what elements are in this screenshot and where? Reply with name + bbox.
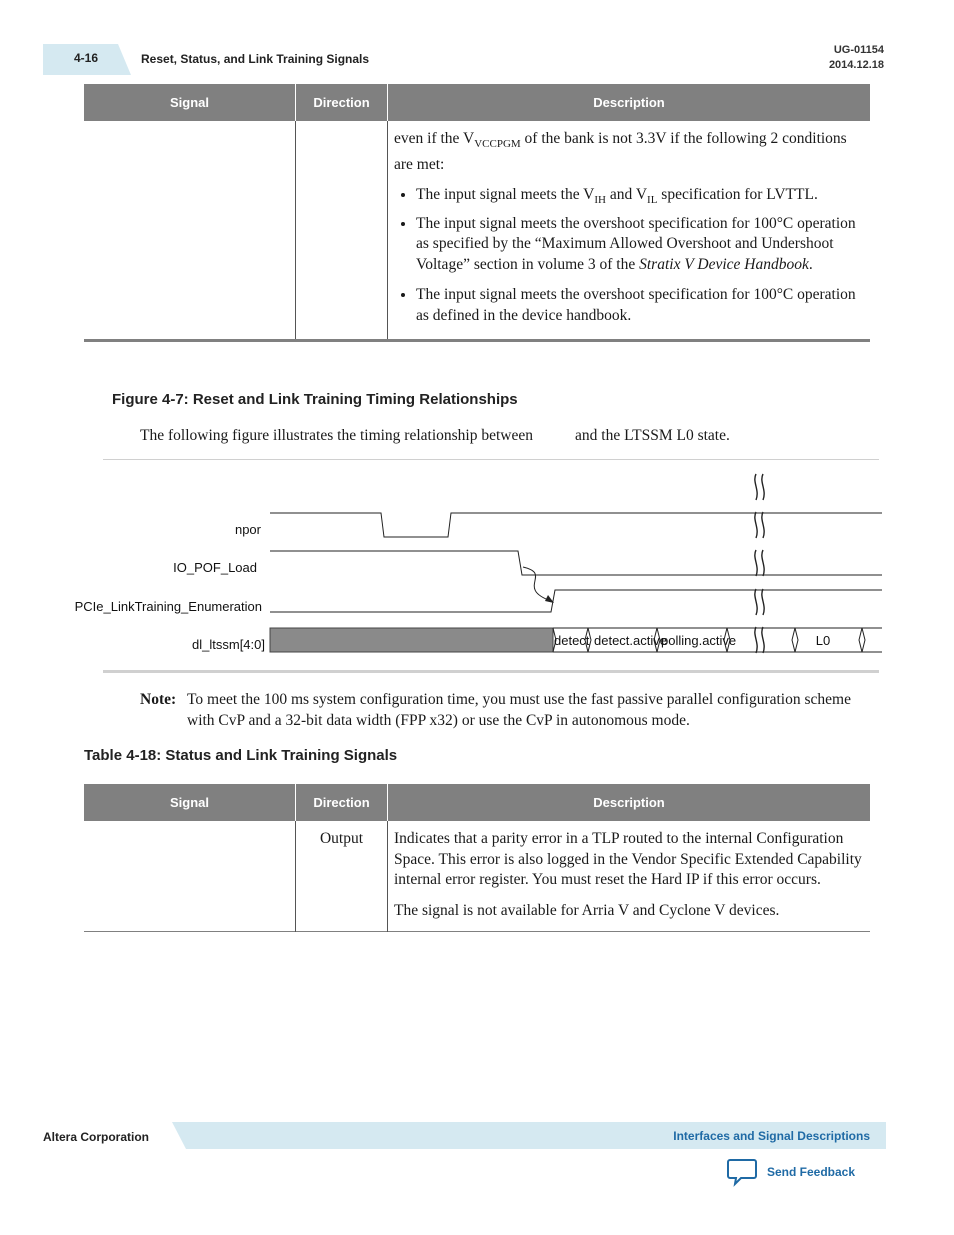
table-header-row [84, 784, 870, 821]
signal-label-pcie-link-training: PCIe_LinkTraining_Enumeration [74, 599, 262, 614]
signal-cell [84, 821, 296, 932]
figure-bottom-rule [103, 670, 879, 673]
table-row [84, 821, 870, 932]
doc-date: 2014.12.18 [828, 59, 884, 71]
col-header-signal: Signal [84, 84, 296, 121]
npor-waveform [270, 513, 882, 537]
speech-bubble-icon [727, 1158, 757, 1186]
list-item: • The input signal meets the overshoot specification for 100°C operation as specified by the “Maximum Allowed Overshoot and Undershoot Voltage” section in volume 3 of the Stratix V Device Handbook. [416, 214, 864, 276]
ltssm-undefined-region [270, 628, 553, 652]
direction-cell [296, 121, 388, 341]
company-name: Altera Corporation [43, 1130, 150, 1144]
pcie-link-training-waveform [270, 590, 882, 612]
note-block [140, 690, 870, 731]
description-paragraph: The signal is not available for Arria V and Cyclone V devices. [394, 901, 780, 919]
list-item: • The input signal meets the $V_{IH}$ and $V_{IL}$ specification for LVTTL. [416, 185, 864, 211]
send-feedback-link[interactable] [727, 1158, 855, 1186]
note-text: To meet the 100 ms system configuration time, you must use the fast passive parallel configuration scheme with CvP and a 32-bit data width (FPP x32) or use the CvP in autonomous mode. [187, 691, 851, 729]
page-number: 4-16 [74, 51, 99, 65]
table-header-row [84, 84, 870, 121]
running-title: Reset, Status, and Link Training Signals [141, 52, 370, 66]
figure-title: Figure 4-7: Reset and Link Training Timing Relationships [112, 391, 518, 408]
arrow-head [545, 595, 554, 603]
list-item: • The input signal meets the overshoot specification for 100°C operation as defined in the device handbook. [416, 285, 864, 326]
col-header-signal: Signal [84, 784, 296, 821]
table-title: Table 4-18: Status and Link Training Signals [84, 747, 398, 764]
note-label: Note: [140, 691, 177, 708]
time-break-marks [755, 474, 764, 653]
description-cell [388, 121, 871, 341]
causality-arrow [523, 567, 551, 601]
chapter-link[interactable]: Interfaces and Signal Descriptions [673, 1129, 870, 1143]
signal-label-npor: npor [234, 522, 261, 537]
state-l0: L0 [815, 633, 831, 648]
description-intro: even if the $V_{VCCPGM}$ of the bank is not 3.3V if the following 2 conditions are met: [394, 130, 847, 173]
direction-cell: Output [296, 821, 388, 932]
description-cell [388, 821, 871, 932]
state-detect: detect [554, 633, 590, 648]
signal-label-ltssm: dl_ltssm[4:0] [192, 637, 265, 652]
io-pof-load-waveform [270, 551, 882, 575]
reset-signals-table-continued [84, 84, 870, 342]
signal-label-io-pof-load: IO_POF_Load [173, 560, 257, 575]
status-link-training-table [84, 784, 870, 932]
send-feedback-label: Send Feedback [767, 1165, 856, 1179]
state-detect-active: detect.active [594, 633, 667, 648]
description-paragraph: Indicates that a parity error in a TLP routed to the internal Configuration Space. This error is also logged in the Vendor Specific Extended Capability internal error register. You must reset the Hard IP if this error occurs. [394, 830, 862, 888]
col-header-description: Description [388, 84, 871, 121]
doc-id-block [829, 43, 884, 73]
figure-description: The following figure illustrates the timing relationship between and the LTSSM L0 state. [140, 427, 730, 444]
state-polling-active: polling.active [661, 633, 737, 648]
doc-id: UG-01154 [833, 44, 884, 56]
col-header-direction: Direction [296, 84, 388, 121]
col-header-direction: Direction [296, 784, 388, 821]
col-header-description: Description [388, 784, 871, 821]
table-row [84, 121, 870, 341]
signal-cell [84, 121, 296, 341]
timing-diagram [74, 470, 885, 665]
condition-list [394, 185, 864, 326]
figure-top-rule [103, 459, 879, 460]
